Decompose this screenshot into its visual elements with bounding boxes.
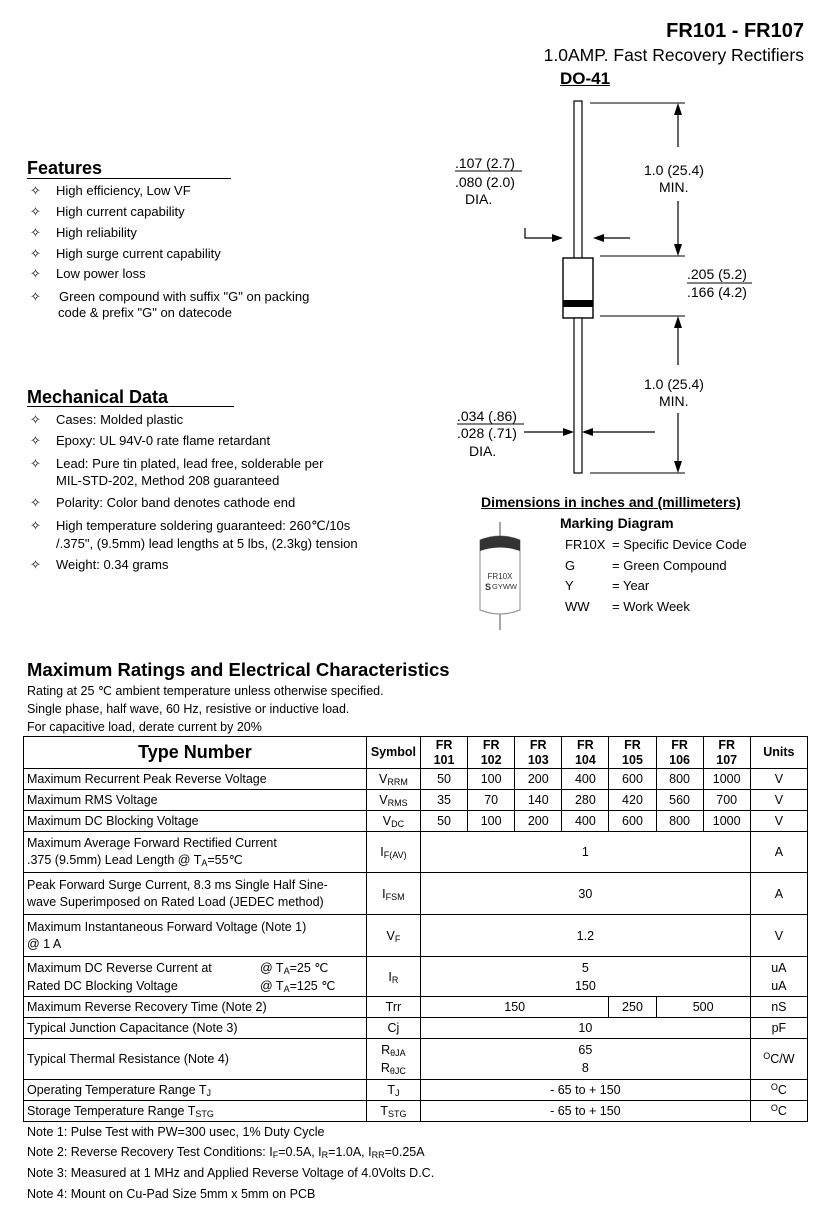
diamond-bullet-icon: ✧: [30, 495, 41, 510]
table-row: [24, 769, 808, 790]
ratings-table: [23, 736, 808, 1122]
arrow-right-icon: [563, 428, 574, 436]
unit-cell: nS: [750, 997, 807, 1018]
diamond-bullet-icon: ✧: [30, 412, 41, 427]
value-cell: 1000: [703, 769, 750, 790]
symbol-cell: Trr: [366, 997, 420, 1018]
arrow-down-icon: [674, 461, 682, 473]
value-cell: 560: [656, 790, 703, 811]
unit-cell: A: [750, 873, 807, 915]
diamond-bullet-icon: ✧: [30, 289, 41, 304]
cathode-band: [563, 300, 593, 307]
value-cell: 30: [420, 873, 750, 915]
symbol-cell: $V_F$: [366, 915, 420, 957]
diamond-bullet-icon: ✧: [30, 433, 41, 448]
value-cell: 600: [609, 811, 656, 832]
diamond-bullet-icon: ✧: [30, 557, 41, 572]
symbol-cell: $V_{RRM}$: [366, 769, 420, 790]
dim-label: MIN.: [659, 393, 689, 409]
note-1: Note 1: Pulse Test with PW=300 usec, 1% Duty Cycle: [27, 1125, 325, 1139]
symbol-cell: Cj: [366, 1018, 420, 1039]
diamond-bullet-icon: ✧: [30, 456, 41, 471]
diamond-bullet-icon: ✧: [30, 266, 41, 281]
header-part: FR 102: [468, 737, 515, 769]
marking-device-code: FR10X: [487, 572, 513, 581]
bottom-lead: [574, 318, 582, 473]
param-cell: Maximum Reverse Recovery Time (Note 2): [24, 997, 367, 1018]
top-lead: [574, 101, 582, 261]
table-row: [24, 957, 808, 997]
header-part: FR 105: [609, 737, 656, 769]
table-row: [24, 832, 808, 873]
table-row: [24, 1039, 808, 1080]
rating-condition: Single phase, half wave, 60 Hz, resistive or inductive load.: [27, 702, 350, 716]
unit-cell: A: [750, 832, 807, 873]
value-cell: 50: [420, 769, 467, 790]
table-row: [24, 915, 808, 957]
symbol-cell: $T_{STG}$: [366, 1101, 420, 1122]
marking-code: Y: [565, 578, 574, 593]
table-row: [24, 790, 808, 811]
value-cell: 600: [609, 769, 656, 790]
diamond-bullet-icon: ✧: [30, 246, 41, 261]
param-cell: Maximum RMS Voltage: [24, 790, 367, 811]
value-cell: 1.2: [420, 915, 750, 957]
marking-code: WW: [565, 599, 590, 614]
mechanical-title: Mechanical Data: [27, 387, 169, 407]
header-part: FR 103: [515, 737, 562, 769]
value-cell: 400: [562, 769, 609, 790]
mechanical-underline: [27, 406, 234, 407]
symbol-cell: $I_{F(AV)}$: [366, 832, 420, 873]
value-cell: - 65 to + 150: [420, 1080, 750, 1101]
value-cell: 50: [420, 811, 467, 832]
diamond-bullet-icon: ✧: [30, 225, 41, 240]
rating-condition: Rating at 25 ℃ ambient temperature unless otherwise specified.: [27, 684, 384, 698]
unit-cell: $^O$C: [750, 1080, 807, 1101]
unit-cell: V: [750, 915, 807, 957]
param-cell: Typical Thermal Resistance (Note 4): [24, 1039, 367, 1080]
header-part: FR 107: [703, 737, 750, 769]
arrow-left-icon: [593, 234, 604, 242]
value-cell: 10: [420, 1018, 750, 1039]
value-cell: 70: [468, 790, 515, 811]
header-part: FR 106: [656, 737, 703, 769]
marking-desc: = Specific Device Code: [612, 537, 747, 552]
marking-title: Marking Diagram: [560, 515, 674, 531]
value-cell: 35: [420, 790, 467, 811]
value-cell: 200: [515, 811, 562, 832]
table-row: [24, 1101, 808, 1122]
param-cell: Maximum DC Reverse Current at @ $T_A=25$ ℃ Rated DC Blocking Voltage @ $T_A=125$ ℃: [24, 957, 367, 997]
header-units: Units: [750, 737, 807, 769]
dimensions-caption: Dimensions in inches and (millimeters): [481, 494, 741, 510]
arrow-right-icon: [552, 234, 563, 242]
marking-desc: = Year: [612, 578, 650, 593]
note-4: Note 4: Mount on Cu-Pad Size 5mm x 5mm on PCB: [27, 1187, 316, 1201]
dim-label: .080 (2.0): [455, 174, 515, 190]
value-cell: 700: [703, 790, 750, 811]
dim-label: .166 (4.2): [687, 284, 747, 300]
param-cell: Maximum Recurrent Peak Reverse Voltage: [24, 769, 367, 790]
page-title: FR101 - FR107: [666, 20, 804, 42]
marking-diode-illustration: [470, 522, 530, 632]
unit-cell: V: [750, 790, 807, 811]
value-cell: 65 8: [420, 1039, 750, 1080]
arrow-left-icon: [582, 428, 593, 436]
page-subtitle: 1.0AMP. Fast Recovery Rectifiers: [543, 45, 804, 65]
diamond-bullet-icon: ✧: [30, 183, 41, 198]
value-cell: 420: [609, 790, 656, 811]
unit-cell: $^O$C/W: [750, 1039, 807, 1080]
dim-label: 1.0 (25.4): [644, 162, 704, 178]
value-cell: 500: [656, 997, 750, 1018]
package-name: DO-41: [560, 69, 611, 88]
value-cell: 1000: [703, 811, 750, 832]
rating-condition: For capacitive load, derate current by 20%: [27, 720, 262, 734]
symbol-cell: $T_J$: [366, 1080, 420, 1101]
table-row: [24, 997, 808, 1018]
note-3: Note 3: Measured at 1 MHz and Applied Reverse Voltage of 4.0Volts D.C.: [27, 1166, 435, 1180]
diode-body: [563, 258, 593, 318]
arrow-up-icon: [674, 103, 682, 115]
symbol-cell: $V_{DC}$: [366, 811, 420, 832]
dim-label: 1.0 (25.4): [644, 376, 704, 392]
param-cell: Storage Temperature Range $T_{STG}$: [24, 1101, 367, 1122]
symbol-cell: $V_{RMS}$: [366, 790, 420, 811]
symbol-cell: $I_R$: [366, 957, 420, 997]
param-cell: Maximum Instantaneous Forward Voltage (Note 1) @ 1 A: [24, 915, 367, 957]
param-cell: Peak Forward Surge Current, 8.3 ms Single Half Sine- wave Superimposed on Rated Load (JEDEC method): [24, 873, 367, 915]
unit-cell: V: [750, 769, 807, 790]
arrow-up-icon: [674, 316, 682, 328]
diamond-bullet-icon: ✧: [30, 204, 41, 219]
arrow-down-icon: [674, 244, 682, 256]
marking-desc: = Green Compound: [612, 558, 727, 573]
header-symbol: Symbol: [366, 737, 420, 769]
param-cell: Operating Temperature Range $T_J$: [24, 1080, 367, 1101]
dim-label: DIA.: [469, 443, 497, 459]
ratings-title: Maximum Ratings and Electrical Characteristics: [27, 659, 450, 680]
value-cell: 800: [656, 769, 703, 790]
marking-logo: S: [485, 582, 492, 592]
body-dia-leader: [525, 228, 553, 238]
dim-label: DIA.: [465, 191, 493, 207]
symbol-cell: $R_{\theta JA}$ $R_{\theta JC}$: [366, 1039, 420, 1080]
value-cell: - 65 to + 150: [420, 1101, 750, 1122]
marking-date-code: GYWW: [492, 582, 517, 591]
value-cell: 800: [656, 811, 703, 832]
marking-desc: = Work Week: [612, 599, 690, 614]
table-row: [24, 811, 808, 832]
dim-label: .028 (.71): [457, 425, 517, 441]
table-row: [24, 1080, 808, 1101]
value-cell: 140: [515, 790, 562, 811]
marking-code: G: [565, 558, 576, 573]
header-part: FR 101: [420, 737, 467, 769]
header-type-number: Type Number: [24, 737, 367, 769]
dim-label: .034 (.86): [457, 408, 517, 424]
table-header-row: [24, 737, 808, 769]
do41-outline-drawing: [440, 95, 770, 490]
table-row: [24, 873, 808, 915]
unit-cell: $^O$C: [750, 1101, 807, 1122]
param-cell: Typical Junction Capacitance (Note 3): [24, 1018, 367, 1039]
value-cell: 1: [420, 832, 750, 873]
dim-label: MIN.: [659, 179, 689, 195]
dim-label: .107 (2.7): [455, 155, 515, 171]
marking-code: FR10X: [565, 537, 606, 552]
table-row: [24, 1018, 808, 1039]
param-cell: Maximum Average Forward Rectified Current .375 (9.5mm) Lead Length @ $T_A=55℃$: [24, 832, 367, 873]
features-title: Features: [27, 158, 103, 178]
header-part: FR 104: [562, 737, 609, 769]
features-underline: [27, 178, 231, 179]
value-cell: 100: [468, 769, 515, 790]
unit-cell: V: [750, 811, 807, 832]
symbol-cell: $I_{FSM}$: [366, 873, 420, 915]
diamond-bullet-icon: ✧: [30, 518, 41, 533]
value-cell: 400: [562, 811, 609, 832]
value-cell: 200: [515, 769, 562, 790]
value-cell: 250: [609, 997, 656, 1018]
value-cell: 5 150: [420, 957, 750, 997]
value-cell: 100: [468, 811, 515, 832]
note-2: Note 2: Reverse Recovery Test Conditions: $I_F=0.5A$, $I_R=1.0A$, $I_{RR}=0.25A$: [27, 1145, 425, 1160]
param-cell: Maximum DC Blocking Voltage: [24, 811, 367, 832]
unit-cell: uA uA: [750, 957, 807, 997]
value-cell: 280: [562, 790, 609, 811]
dim-label: .205 (5.2): [687, 266, 747, 282]
unit-cell: pF: [750, 1018, 807, 1039]
value-cell: 150: [420, 997, 608, 1018]
